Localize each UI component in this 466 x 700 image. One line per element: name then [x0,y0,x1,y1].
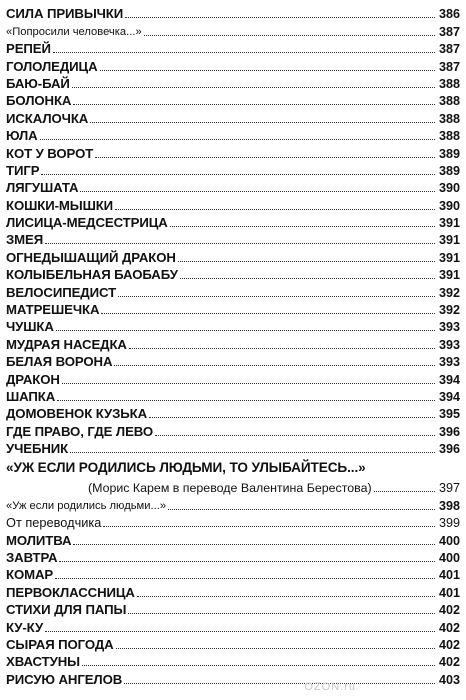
toc-entry [6,565,460,582]
toc-entry [6,4,460,21]
toc-entry [6,513,460,530]
toc-entry [6,143,460,160]
entry-title: ЧУШКА [6,319,54,335]
page-number: 393 [438,320,460,335]
leader-dots [128,613,435,614]
leader-dots [149,417,435,418]
page-number: 396 [438,424,460,439]
entry-title: ДРАКОН [6,371,60,387]
entry-title: ЮЛА [6,128,38,144]
toc-entry [6,74,460,91]
entry-title: СТИХИ ДЛЯ ПАПЫ [6,602,127,618]
leader-dots [53,52,435,53]
leader-dots [80,191,435,192]
toc-entry [6,195,460,212]
watermark-text: OZON.ru [304,681,356,693]
leader-dots [168,509,435,510]
page-number: 393 [438,337,460,352]
leader-dots [41,174,435,175]
page-number: 387 [438,24,460,39]
toc-entry [6,530,460,547]
leader-dots [70,452,435,453]
page-number: 387 [438,59,460,74]
toc-list-section [6,495,460,686]
toc-entry [6,39,460,56]
leader-dots [118,296,435,297]
section-subtitle: (Морис Карем в переводе Валентина Берестова) [88,481,372,496]
leader-dots [40,139,435,140]
leader-dots [55,578,435,579]
leader-dots [155,435,435,436]
entry-title: КОМАР [6,567,54,583]
toc-entry [6,230,460,247]
toc-entry [6,600,460,617]
page-number: 400 [438,550,460,565]
entry-title: ВЕЛОСИПЕДИСТ [6,284,117,300]
toc-entry [6,56,460,73]
leader-dots [62,383,435,384]
entry-title: «Попросили человечка...» [6,25,142,38]
page-number: 402 [438,620,460,635]
entry-title: РЕПЕЙ [6,41,51,57]
page-number: 394 [438,389,460,404]
toc-entry [6,352,460,369]
leader-dots [73,104,435,105]
entry-title: ШАПКА [6,388,56,404]
leader-dots [125,17,435,18]
page-number: 403 [438,672,460,687]
page-number: 396 [438,442,460,457]
toc-entry [6,178,460,195]
leader-dots [73,544,435,545]
toc-entry [6,495,460,512]
page-number: 388 [438,76,460,91]
page-number: 402 [438,603,460,618]
page-number: 389 [438,163,460,178]
entry-title: МАТРЕШЕЧКА [6,302,100,318]
page-number: 394 [438,372,460,387]
entry-title: ХВАСТУНЫ [6,654,80,670]
leader-dots [170,226,435,227]
entry-title: ЛЯГУШАТА [6,180,79,196]
toc-entry [6,21,460,38]
page-number: 402 [438,655,460,670]
entry-title: БЕЛАЯ ВОРОНА [6,354,113,370]
leader-dots [180,278,435,279]
page-number: 391 [438,250,460,265]
toc-entry [6,439,460,456]
page-number: 391 [438,268,460,283]
toc-entry [6,317,460,334]
entry-title: БОЛОНКА [6,93,72,109]
section-title: «УЖ ЕСЛИ РОДИЛИСЬ ЛЮДЬМИ, ТО УЛЫБАЙТЕСЬ...» [6,460,366,475]
leader-dots [82,665,435,666]
page-number: 388 [438,129,460,144]
section-subtitle-row [6,478,460,495]
page-number: 401 [438,568,460,583]
leader-dots [129,348,435,349]
toc-entry [6,635,460,652]
toc-section [6,458,460,687]
entry-title: ОГНЕДЫШАЩИЙ ДРАКОН [6,249,176,265]
leader-dots [45,243,435,244]
leader-dots [103,526,435,527]
toc-entry [6,108,460,125]
entry-title: От переводчика [6,515,102,531]
leader-dots [178,261,435,262]
page-number: 388 [438,94,460,109]
toc-list-top [6,4,460,456]
toc-entry [6,161,460,178]
page-number: 387 [438,42,460,57]
entry-title: РИСУЮ АНГЕЛОВ [6,671,123,687]
page-number: 398 [438,498,460,513]
leader-dots [100,70,436,71]
entry-title: ИСКАЛОЧКА [6,110,89,126]
leader-dots [90,122,435,123]
entry-title: ЗМЕЯ [6,232,44,248]
entry-title: ЗАВТРА [6,549,58,565]
toc-entry [6,265,460,282]
leader-dots [72,87,435,88]
entry-title: ПЕРВОКЛАССНИЦА [6,584,135,600]
page-number: 402 [438,637,460,652]
page-number: 393 [438,355,460,370]
entry-title: УЧЕБНИК [6,441,69,457]
page-number: 397 [438,481,460,496]
page-number: 400 [438,533,460,548]
entry-title: КОШКИ-МЫШКИ [6,197,114,213]
page-number: 401 [438,585,460,600]
leader-dots [59,561,435,562]
entry-title: ДОМОВЕНОК КУЗЬКА [6,406,148,422]
entry-title: ЛИСИЦА-МЕДСЕСТРИЦА [6,215,168,231]
entry-title: ГОЛОЛЕДИЦА [6,58,98,74]
leader-dots [95,157,435,158]
leader-dots [56,330,435,331]
entry-title: МОЛИТВА [6,532,72,548]
page-number: 392 [438,285,460,300]
entry-title: БАЮ-БАЙ [6,75,70,91]
toc-entry [6,652,460,669]
leader-dots [144,35,435,36]
entry-title: МУДРАЯ НАСЕДКА [6,336,127,352]
leader-dots [115,209,435,210]
leader-dots [124,683,435,684]
leader-dots [137,596,435,597]
page-number: 390 [438,198,460,213]
toc-entry [6,213,460,230]
entry-title: СЫРАЯ ПОГОДА [6,636,114,652]
entry-title: «Уж если родились людьми...» [6,499,167,512]
toc-entry [6,548,460,565]
toc-entry [6,91,460,108]
page-number: 391 [438,233,460,248]
leader-dots [374,491,435,492]
toc-entry [6,282,460,299]
page-number: 395 [438,407,460,422]
leader-dots [57,400,435,401]
toc-entry [6,387,460,404]
toc-entry [6,369,460,386]
page-number: 389 [438,146,460,161]
page-number: 392 [438,303,460,318]
entry-title: ГДЕ ПРАВО, ГДЕ ЛЕВО [6,423,154,439]
leader-dots [101,313,435,314]
page-number: 386 [438,7,460,22]
leader-dots [116,648,435,649]
page-number: 391 [438,216,460,231]
leader-dots [114,365,435,366]
toc-entry [6,582,460,599]
entry-title: КОЛЫБЕЛЬНАЯ БАОБАБУ [6,267,178,283]
toc-entry [6,421,460,438]
page-number: 388 [438,111,460,126]
entry-title: СИЛА ПРИВЫЧКИ [6,6,124,22]
entry-title: ТИГР [6,162,40,178]
entry-title: КУ-КУ [6,619,44,635]
toc-entry [6,669,460,686]
toc-entry [6,247,460,264]
page-number: 399 [438,516,460,531]
page-number: 390 [438,181,460,196]
toc-entry [6,404,460,421]
entry-title: КОТ У ВОРОТ [6,145,94,161]
toc-entry [6,126,460,143]
toc-entry [6,334,460,351]
leader-dots [45,631,435,632]
toc-entry [6,300,460,317]
toc-entry [6,617,460,634]
